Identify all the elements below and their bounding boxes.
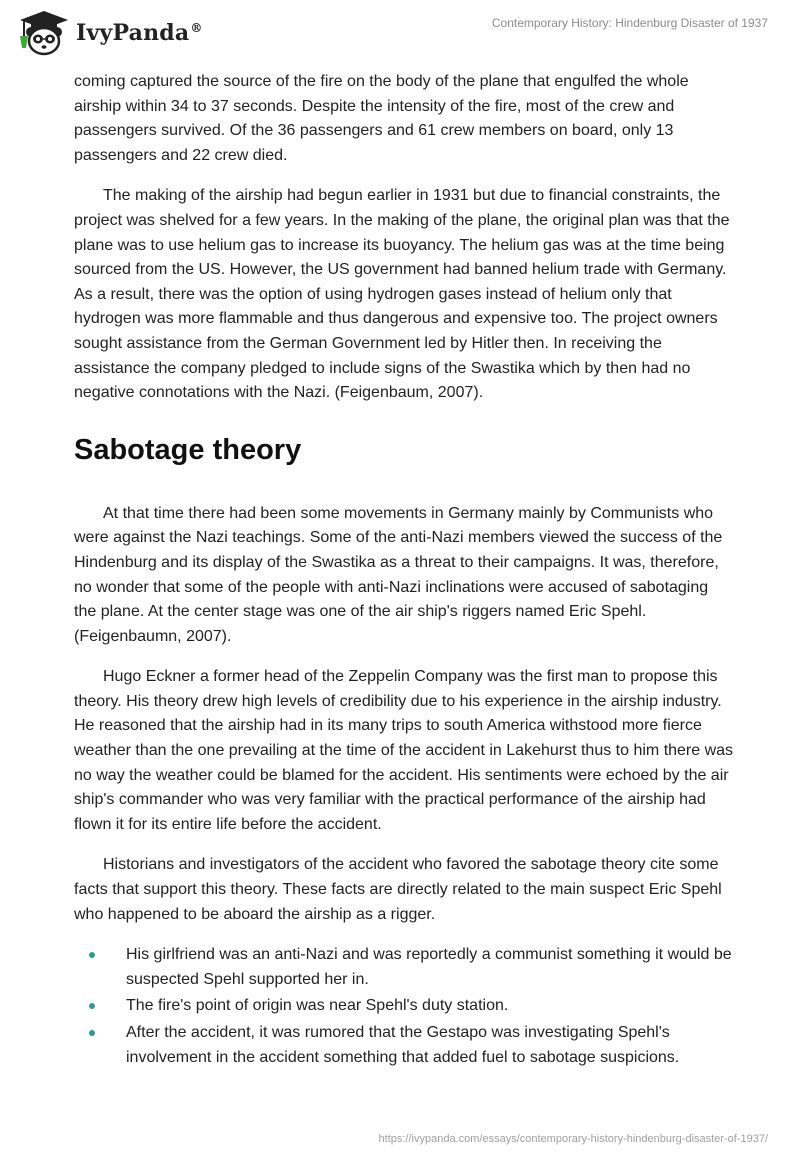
essay-content: [74, 70, 734, 1072]
panda-graduate-icon: [14, 8, 70, 58]
list-item-text: His girlfriend was an anti-Nazi and was reportedly a communist something it would be suspected Spehl supported her in.: [126, 946, 732, 988]
paragraph-historians: Historians and investigators of the accident who favored the sabotage theory cite some facts that support this theory. These facts are directly related to the main suspect Eric Spehl who happened to be aboard the airship as a rigger.: [74, 856, 722, 923]
bullet-icon: [89, 1030, 95, 1036]
list-item-text: After the accident, it was rumored that the Gestapo was investigating Spehl's involvement in the accident something that added fuel to sabotage suspicions.: [126, 1024, 680, 1066]
paragraph-fire-continued: coming captured the source of the fire on the body of the plane that engulfed the whole airship within 34 to 37 seconds. Despite the intensity of the fire, most of the crew and passengers survived. Of the 36 passengers and 61 crew members on board, only 13 passengers and 22 crew died.: [74, 73, 689, 164]
bullet-icon: [89, 952, 95, 958]
bullet-icon: [89, 1003, 95, 1009]
list-item-text: The fire's point of origin was near Spehl's duty station.: [126, 997, 509, 1015]
paragraph-anti-nazi-movements: At that time there had been some movements in Germany mainly by Communists who were against the Nazi teachings. Some of the anti-Nazi members viewed the success of the Hindenburg and its display of the Swastika as a threat to their campaigns. It was, therefore, no wonder that some of the people with anti-Nazi inclinations were accused of sabotaging the plane. At the center stage was one of the air ship's riggers named Eric Spehl. (Feigenbaumn, 2007).: [74, 504, 723, 645]
document-title: Contemporary History: Hindenburg Disaster of 1937: [491, 16, 768, 30]
page-header: [0, 0, 800, 70]
paragraph-hugo-eckner: Hugo Eckner a former head of the Zeppelin Company was the first man to propose this theory. His theory drew high levels of credibility due to his experience in the airship industry. He reasoned that the airship had in its many trips to south America withstood more fierce weather than the one prevailing at the time of the accident in Lakehurst thus to him there was no way the weather could be blamed for the accident. His sentiments were echoed by the air ship's commander who was very familiar with the practical performance of the airship had flown it for its entire life before the accident.: [74, 668, 734, 833]
sabotage-facts-list: [74, 943, 734, 1070]
list-item: [74, 994, 734, 1019]
paragraph-airship-making: The making of the airship had begun earlier in 1931 but due to financial constraints, the project was shelved for a few years. In the making of the plane, the original plan was that the plane was to use helium gas to increase its buoyancy. The helium gas was at the time being sourced from the US. However, the US government had banned helium trade with Germany. As a result, there was the option of using hydrogen gases instead of helium only that hydrogen was more flammable and thus dangerous and expensive too. The project owners sought assistance from the German Government led by Hitler then. In receiving the assistance the company pledged to include signs of the Swastika which by then had no negative connotations with the Nazi. (Feigenbaum, 2007).: [74, 187, 730, 402]
brand-name: IvyPanda®: [76, 20, 203, 46]
source-url-link[interactable]: https://ivypanda.com/essays/contemporary-history-hindenburg-disaster-of-1937/: [378, 1133, 768, 1145]
list-item: [74, 1021, 734, 1070]
section-heading-sabotage-theory: Sabotage theory: [74, 433, 302, 466]
ivypanda-logo[interactable]: [14, 8, 203, 58]
list-item: [74, 943, 734, 992]
